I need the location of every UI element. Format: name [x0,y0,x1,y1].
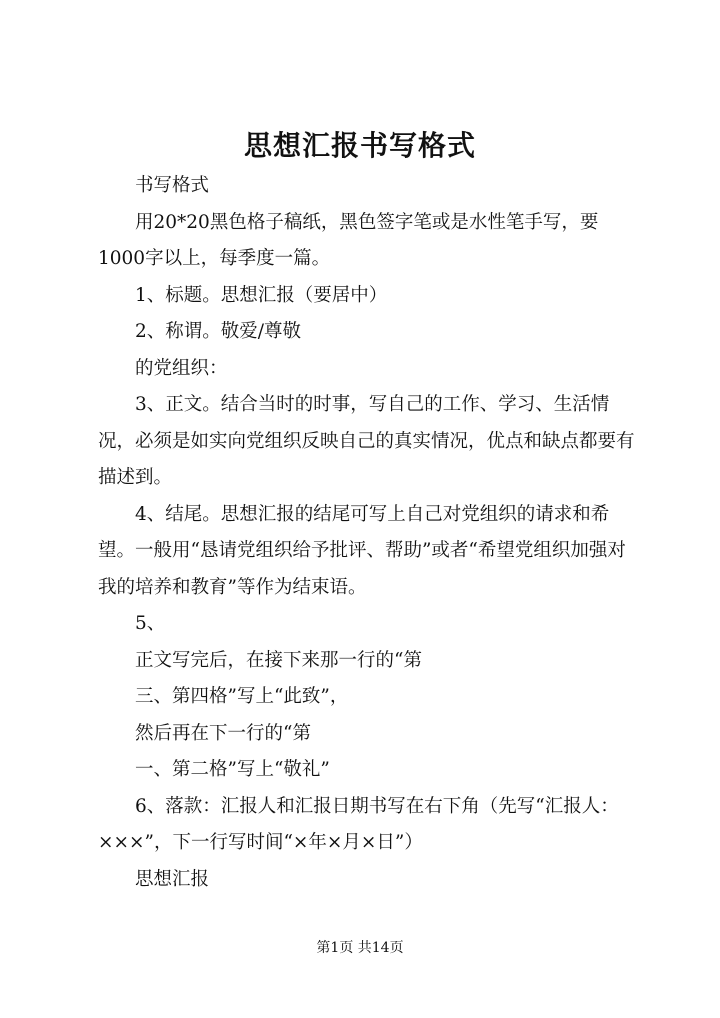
paragraph: 然后再在下一行的“第 [135,722,311,744]
paragraph: 一、第二格”写上“敬礼” [135,759,330,780]
paragraph: 5、 [135,613,166,634]
paragraph: 正文写完后，在接下来那一行的“第 [135,649,422,671]
page-title: 思想汇报书写格式 [243,129,476,162]
paragraph: 4、结尾。思想汇报的结尾可写上自己对党组织的请求和希望。一般用“恳请党组织给予批评、帮助”或者“希望党组织加强对我的培养和教育”等作为结束语。 [98,503,626,598]
paragraph: 的党组织： [135,357,228,379]
paragraph: 3、正文。结合当时的时事，写自己的工作、学习、生活情况，必须是如实向党组织反映自己的真实情况，优点和缺点都要有描述到。 [98,394,635,488]
paragraph: 1、标题。思想汇报（要居中） [135,284,388,306]
paragraph: 思想汇报 [135,868,210,890]
paragraph: 6、落款：汇报人和汇报日期书写在右下角（先写“汇报人：×××”，下一行写时间“×年×月×日”） [98,795,619,853]
paragraph: 书写格式 [135,175,210,196]
paragraph: 2、称谓。敬爱/尊敬 [135,321,302,342]
document-body [98,168,638,898]
paragraph: 用20*20黑色格子稿纸，黑色签字笔或是水性笔手写，要1000字以上，每季度一篇。 [98,211,599,269]
paragraph: 三、第四格”写上“此致”， [135,686,349,707]
page-number-footer: 第1页 共14页 [316,940,404,956]
